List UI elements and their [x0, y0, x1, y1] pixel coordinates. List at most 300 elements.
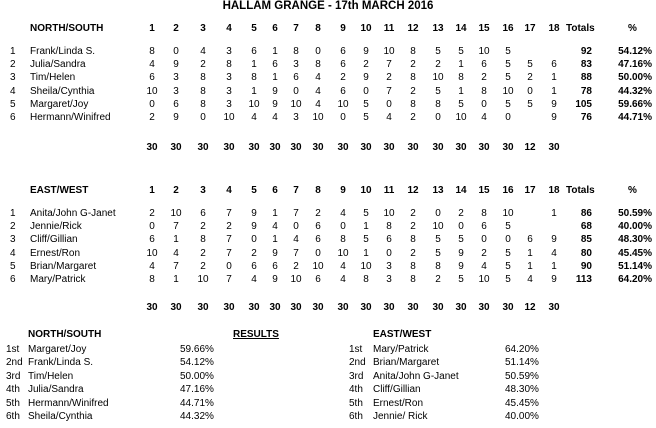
score-cell: 6	[551, 59, 557, 71]
score-cell: 0	[226, 260, 232, 272]
score-cell: 4	[149, 59, 155, 71]
score-cell: 1	[251, 85, 257, 97]
score-cell: 1	[551, 72, 557, 84]
score-cell: 4	[251, 274, 257, 285]
pair-percentage: 45.45%	[618, 247, 652, 259]
score-cell: 0	[481, 98, 487, 110]
score-cell: 10	[383, 46, 395, 57]
board-number: 15	[478, 23, 490, 34]
score-cell: 2	[363, 59, 369, 71]
score-cell: 5	[505, 260, 511, 272]
score-cell: 8	[435, 98, 441, 110]
score-cell: 4	[386, 112, 392, 123]
pair-percentage: 50.00%	[618, 72, 652, 84]
score-cell: 8	[386, 221, 392, 233]
score-cell: 3	[293, 112, 299, 123]
pair-name: Mary/Patrick	[30, 274, 86, 285]
score-cell: 2	[410, 59, 416, 71]
result-percentage: 45.45%	[505, 397, 539, 409]
score-cell: 6	[315, 221, 321, 233]
board-total: 30	[548, 302, 560, 313]
score-cell: 2	[435, 274, 441, 285]
board-total: 30	[548, 142, 560, 153]
board-total: 30	[312, 302, 324, 313]
score-cell: 9	[173, 112, 179, 123]
score-cell: 2	[458, 208, 464, 219]
board-total: 30	[197, 302, 209, 313]
score-cell: 5	[458, 234, 464, 246]
board-total: 30	[269, 142, 281, 153]
score-cell: 2	[340, 72, 346, 84]
totals-header: Totals	[566, 185, 595, 196]
score-cell: 1	[272, 46, 278, 57]
score-cell: 9	[551, 274, 557, 285]
board-total: 30	[223, 142, 235, 153]
pair-percentage: 64.20%	[618, 274, 652, 285]
pair-number: 3	[10, 234, 16, 246]
score-cell: 2	[410, 85, 416, 97]
result-place: 4th	[349, 384, 363, 396]
score-cell: 3	[226, 98, 232, 110]
score-cell: 3	[226, 46, 232, 57]
result-place: 2nd	[6, 357, 23, 369]
score-cell: 10	[360, 260, 372, 272]
score-cell: 8	[410, 98, 416, 110]
score-cell: 5	[363, 208, 369, 219]
board-total: 30	[290, 142, 302, 153]
board-number: 7	[293, 23, 299, 34]
result-place: 1st	[6, 344, 20, 355]
score-cell: 10	[312, 112, 324, 123]
board-total: 30	[478, 142, 490, 153]
score-cell: 4	[340, 208, 346, 219]
score-cell: 2	[481, 72, 487, 84]
pair-name: Cliff/Gillian	[30, 234, 78, 246]
score-cell: 5	[505, 72, 511, 84]
pair-name: Tim/Helen	[30, 72, 76, 84]
score-cell: 4	[340, 274, 346, 285]
score-cell: 5	[505, 98, 511, 110]
result-name: Cliff/Gillian	[373, 384, 421, 396]
board-number: 13	[432, 185, 444, 196]
score-cell: 3	[173, 85, 179, 97]
score-cell: 6	[200, 208, 206, 219]
score-cell: 8	[149, 274, 155, 285]
score-cell: 8	[363, 274, 369, 285]
score-cell: 10	[432, 72, 444, 84]
board-total: 30	[432, 302, 444, 313]
pair-number: 4	[10, 247, 16, 259]
pair-name: Jennie/Rick	[30, 221, 82, 233]
result-name: Ernest/Ron	[373, 397, 424, 409]
score-cell: 9	[173, 59, 179, 71]
board-number: 8	[315, 23, 321, 34]
score-cell: 10	[290, 98, 302, 110]
score-cell: 1	[551, 208, 557, 219]
score-cell: 2	[149, 112, 155, 123]
board-number: 11	[383, 23, 395, 34]
pair-name: Hermann/Winifred	[30, 112, 111, 123]
score-cell: 6	[386, 234, 392, 246]
score-cell: 7	[173, 221, 179, 233]
score-cell: 3	[173, 72, 179, 84]
score-cell: 5	[435, 234, 441, 246]
score-cell: 5	[435, 247, 441, 259]
score-cell: 1	[173, 274, 179, 285]
board-number: 13	[432, 23, 444, 34]
score-cell: 8	[481, 208, 487, 219]
score-cell: 0	[293, 221, 299, 233]
result-percentage: 59.66%	[180, 344, 214, 355]
board-total: 12	[524, 142, 536, 153]
score-cell: 9	[272, 98, 278, 110]
board-number: 8	[315, 185, 321, 196]
score-cell: 1	[551, 260, 557, 272]
result-percentage: 44.71%	[180, 397, 214, 409]
score-cell: 7	[226, 247, 232, 259]
score-cell: 1	[272, 72, 278, 84]
score-cell: 10	[337, 98, 349, 110]
score-cell: 4	[315, 72, 321, 84]
results-ew-header: EAST/WEST	[373, 329, 432, 340]
score-cell: 0	[458, 221, 464, 233]
score-cell: 0	[481, 234, 487, 246]
board-number: 17	[524, 23, 536, 34]
score-cell: 5	[363, 112, 369, 123]
score-cell: 8	[251, 72, 257, 84]
result-percentage: 48.30%	[505, 384, 539, 396]
score-cell: 7	[226, 208, 232, 219]
score-cell: 0	[386, 98, 392, 110]
board-number: 1	[149, 185, 155, 196]
score-cell: 9	[458, 247, 464, 259]
score-cell: 5	[505, 274, 511, 285]
score-cell: 2	[410, 112, 416, 123]
result-place: 1st	[349, 344, 363, 355]
score-cell: 3	[226, 72, 232, 84]
score-cell: 8	[293, 46, 299, 57]
score-cell: 8	[200, 98, 206, 110]
board-number: 16	[502, 185, 514, 196]
score-cell: 1	[458, 85, 464, 97]
score-cell: 2	[200, 221, 206, 233]
board-total: 30	[170, 142, 182, 153]
score-cell: 8	[481, 85, 487, 97]
score-cell: 2	[226, 221, 232, 233]
pair-total: 90	[580, 260, 592, 272]
board-number: 14	[455, 23, 467, 34]
score-cell: 5	[458, 98, 464, 110]
pair-name: Sheila/Cynthia	[30, 85, 95, 97]
score-cell: 5	[458, 46, 464, 57]
score-cell: 10	[383, 208, 395, 219]
board-number: 11	[383, 185, 395, 196]
board-number: 7	[293, 185, 299, 196]
result-place: 5th	[6, 397, 20, 409]
score-cell: 2	[410, 208, 416, 219]
board-total: 30	[455, 142, 467, 153]
score-cell: 4	[340, 260, 346, 272]
board-number: 9	[340, 185, 346, 196]
score-cell: 0	[173, 46, 179, 57]
board-number: 9	[340, 23, 346, 34]
score-cell: 8	[410, 72, 416, 84]
score-cell: 5	[527, 59, 533, 71]
board-total: 30	[312, 142, 324, 153]
result-name: Anita/John G-Janet	[373, 370, 459, 382]
score-cell: 8	[226, 59, 232, 71]
board-number: 18	[548, 23, 560, 34]
score-cell: 8	[435, 260, 441, 272]
board-number: 12	[407, 23, 419, 34]
pair-percentage: 40.00%	[618, 221, 652, 233]
score-cell: 9	[458, 260, 464, 272]
pair-total: 68	[580, 221, 592, 233]
score-cell: 9	[363, 72, 369, 84]
board-number: 10	[360, 185, 372, 196]
board-total: 30	[502, 302, 514, 313]
results-ns-header: NORTH/SOUTH	[28, 329, 102, 340]
score-cell: 0	[149, 98, 155, 110]
score-cell: 7	[173, 260, 179, 272]
result-name: Hermann/Winifred	[28, 397, 109, 409]
board-total: 12	[524, 302, 536, 313]
score-cell: 4	[527, 274, 533, 285]
pair-number: 2	[10, 59, 16, 71]
score-cell: 6	[340, 85, 346, 97]
result-percentage: 50.59%	[505, 370, 539, 382]
board-number: 5	[251, 23, 257, 34]
score-cell: 10	[337, 247, 349, 259]
score-cell: 8	[410, 274, 416, 285]
score-cell: 5	[363, 98, 369, 110]
pair-number: 6	[10, 112, 16, 123]
board-number: 6	[272, 23, 278, 34]
page-title: HALLAM GRANGE - 17th MARCH 2016	[222, 0, 434, 12]
score-cell: 7	[386, 59, 392, 71]
board-number: 18	[548, 185, 560, 196]
pair-percentage: 59.66%	[618, 98, 652, 110]
score-cell: 4	[293, 234, 299, 246]
result-percentage: 40.00%	[505, 411, 539, 422]
results-heading: RESULTS	[233, 329, 279, 340]
result-percentage: 44.32%	[180, 411, 214, 422]
score-cell: 2	[315, 208, 321, 219]
score-cell: 4	[315, 98, 321, 110]
result-name: Brian/Margaret	[373, 357, 440, 369]
result-place: 5th	[349, 397, 363, 409]
board-number: 1	[149, 23, 155, 34]
score-cell: 0	[386, 247, 392, 259]
score-cell: 8	[200, 234, 206, 246]
score-cell: 7	[226, 274, 232, 285]
pair-percentage: 48.30%	[618, 234, 652, 246]
pair-percentage: 47.16%	[618, 59, 652, 71]
board-total: 30	[478, 302, 490, 313]
board-total: 30	[383, 302, 395, 313]
score-cell: 6	[272, 59, 278, 71]
score-cell: 8	[458, 72, 464, 84]
score-cell: 10	[248, 98, 260, 110]
score-cell: 1	[251, 59, 257, 71]
pair-name: Anita/John G-Janet	[30, 208, 116, 219]
board-total: 30	[223, 302, 235, 313]
east_west-header: EAST/WEST	[30, 185, 89, 196]
board-number: 14	[455, 185, 467, 196]
result-name: Tim/Helen	[28, 370, 74, 382]
result-name: Sheila/Cynthia	[28, 411, 93, 422]
pair-total: 78	[580, 85, 592, 97]
board-number: 17	[524, 185, 536, 196]
board-number: 2	[173, 185, 179, 196]
board-total: 30	[360, 302, 372, 313]
score-cell: 10	[146, 247, 158, 259]
score-cell: 3	[386, 274, 392, 285]
score-cell: 6	[251, 46, 257, 57]
score-cell: 9	[551, 112, 557, 123]
totals-header: Totals	[566, 23, 595, 34]
result-place: 3rd	[349, 370, 364, 382]
board-total: 30	[337, 302, 349, 313]
score-cell: 3	[226, 85, 232, 97]
score-cell: 7	[293, 247, 299, 259]
pair-total: 113	[575, 274, 592, 285]
score-cell: 2	[200, 260, 206, 272]
score-cell: 9	[551, 234, 557, 246]
score-cell: 1	[527, 247, 533, 259]
pair-number: 3	[10, 72, 16, 84]
board-number: 3	[200, 23, 206, 34]
score-cell: 6	[293, 72, 299, 84]
pair-percentage: 44.71%	[618, 112, 652, 123]
result-name: Julia/Sandra	[28, 384, 84, 396]
score-cell: 5	[435, 46, 441, 57]
score-cell: 4	[173, 247, 179, 259]
board-total: 30	[502, 142, 514, 153]
score-cell: 1	[527, 260, 533, 272]
board-number: 15	[478, 185, 490, 196]
score-cell: 10	[146, 85, 158, 97]
pair-total: 83	[580, 59, 592, 71]
board-number: 4	[226, 23, 232, 34]
pair-name: Brian/Margaret	[30, 260, 97, 272]
pair-percentage: 50.59%	[618, 208, 652, 219]
board-number: 16	[502, 23, 514, 34]
score-cell: 6	[340, 59, 346, 71]
score-cell: 2	[251, 247, 257, 259]
pair-number: 5	[10, 98, 16, 110]
board-total: 30	[146, 142, 158, 153]
score-cell: 9	[272, 85, 278, 97]
score-cell: 2	[410, 247, 416, 259]
score-cell: 10	[197, 274, 209, 285]
score-cell: 2	[481, 247, 487, 259]
pair-name: Ernest/Ron	[30, 247, 81, 259]
score-cell: 5	[363, 234, 369, 246]
result-percentage: 51.14%	[505, 357, 539, 369]
pair-name: Julia/Sandra	[30, 59, 86, 71]
score-cell: 0	[363, 85, 369, 97]
score-cell: 4	[272, 112, 278, 123]
score-cell: 1	[272, 208, 278, 219]
board-number: 2	[173, 23, 179, 34]
score-cell: 2	[149, 208, 155, 219]
pair-total: 76	[580, 112, 592, 123]
board-total: 30	[290, 302, 302, 313]
score-cell: 1	[173, 234, 179, 246]
result-name: Jennie/ Rick	[373, 411, 428, 422]
board-total: 30	[197, 142, 209, 153]
score-cell: 4	[315, 85, 321, 97]
score-cell: 0	[200, 112, 206, 123]
board-total: 30	[455, 302, 467, 313]
board-total: 30	[248, 302, 260, 313]
score-cell: 10	[478, 46, 490, 57]
north_south-header: NORTH/SOUTH	[30, 23, 104, 34]
score-cell: 4	[251, 112, 257, 123]
pair-number: 4	[10, 85, 16, 97]
score-cell: 0	[435, 112, 441, 123]
board-number: 4	[226, 185, 232, 196]
result-name: Frank/Linda S.	[28, 357, 94, 369]
board-total: 30	[407, 302, 419, 313]
score-cell: 10	[455, 112, 467, 123]
result-place: 4th	[6, 384, 20, 396]
board-total: 30	[146, 302, 158, 313]
result-place: 6th	[6, 411, 20, 422]
score-cell: 0	[315, 46, 321, 57]
result-percentage: 64.20%	[505, 344, 539, 355]
score-cell: 10	[312, 260, 324, 272]
score-cell: 8	[200, 72, 206, 84]
score-cell: 2	[200, 59, 206, 71]
score-cell: 7	[226, 234, 232, 246]
pair-percentage: 51.14%	[618, 260, 652, 272]
score-cell: 8	[410, 46, 416, 57]
score-cell: 10	[223, 112, 235, 123]
score-cell: 2	[527, 72, 533, 84]
score-cell: 6	[173, 98, 179, 110]
score-cell: 10	[290, 274, 302, 285]
score-cell: 6	[527, 234, 533, 246]
pair-total: 105	[575, 98, 592, 110]
score-cell: 2	[293, 260, 299, 272]
board-total: 30	[407, 142, 419, 153]
result-percentage: 54.12%	[180, 357, 214, 369]
board-number: 6	[272, 185, 278, 196]
score-cell: 7	[386, 85, 392, 97]
score-cell: 5	[505, 59, 511, 71]
pct-header: %	[628, 23, 637, 34]
score-cell: 5	[505, 221, 511, 233]
score-cell: 0	[505, 112, 511, 123]
score-cell: 5	[527, 98, 533, 110]
score-cell: 9	[251, 221, 257, 233]
board-number: 3	[200, 185, 206, 196]
result-percentage: 47.16%	[180, 384, 214, 396]
score-cell: 1	[458, 59, 464, 71]
pair-number: 1	[10, 46, 16, 57]
score-cell: 4	[481, 260, 487, 272]
score-cell: 2	[435, 59, 441, 71]
score-cell: 9	[551, 98, 557, 110]
score-cell: 0	[435, 208, 441, 219]
score-cell: 1	[363, 221, 369, 233]
score-cell: 5	[505, 46, 511, 57]
pair-name: Margaret/Joy	[30, 98, 89, 110]
score-cell: 0	[251, 234, 257, 246]
score-cell: 8	[340, 234, 346, 246]
